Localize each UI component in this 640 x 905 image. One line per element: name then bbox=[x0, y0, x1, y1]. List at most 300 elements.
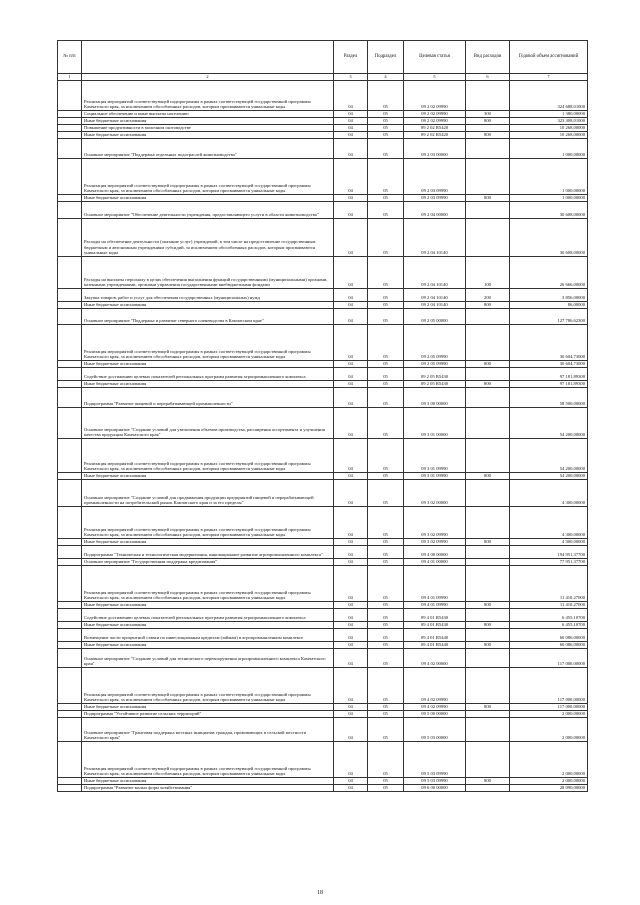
cell-podrazdel: 05 bbox=[368, 546, 404, 559]
cell-podrazdel: 05 bbox=[368, 325, 404, 361]
cell-csr: 09 2 03 09990 bbox=[404, 195, 466, 202]
cell-razdel: 04 bbox=[334, 118, 368, 125]
cell-csr: 09 2 04 10140 bbox=[404, 289, 466, 302]
cell-name: Расходы на обеспечение деятельности (оказание услуг) учреждений, в том числе на предоставление государственным бюджетным и автономным учреждениям субсидий, за исключением обособленных расходов, которым присваиваются уникальные коды bbox=[82, 219, 334, 257]
cell-razdel: 04 bbox=[334, 368, 368, 381]
cell-name: Иные бюджетные ассигнования bbox=[82, 704, 334, 711]
cell-razdel: 04 bbox=[334, 408, 368, 439]
cell-vr bbox=[466, 507, 510, 539]
cell-podrazdel: 05 bbox=[368, 159, 404, 195]
cell-csr: 09 2 02 09990 bbox=[404, 118, 466, 125]
cell-num bbox=[58, 111, 82, 118]
cell-razdel: 04 bbox=[334, 111, 368, 118]
cell-vr bbox=[466, 546, 510, 559]
cell-name: Повышение продуктивности в молочном скотоводстве bbox=[82, 125, 334, 132]
cell-num bbox=[58, 718, 82, 742]
cell-csr: 09 2 02 09990 bbox=[404, 81, 466, 111]
cell-sum: 60 086,00000 bbox=[510, 629, 588, 642]
cell-podrazdel: 05 bbox=[368, 132, 404, 139]
cell-name: Основное мероприятие "Грантовая поддержка местных инициатив граждан, проживающих в сельской местности Камчатского края" bbox=[82, 718, 334, 742]
cell-csr: 09 2 05 09990 bbox=[404, 361, 466, 368]
cell-name: Иные бюджетные ассигнования bbox=[82, 622, 334, 629]
cell-razdel: 04 bbox=[334, 622, 368, 629]
cell-razdel: 04 bbox=[334, 609, 368, 622]
cell-csr: 09 4 01 09990 bbox=[404, 566, 466, 602]
cell-sum: 54 200,00000 bbox=[510, 473, 588, 480]
cell-podrazdel: 05 bbox=[368, 195, 404, 202]
header-podrazdel: Подраздел bbox=[368, 41, 404, 74]
cell-csr: 09 4 02 00000 bbox=[404, 649, 466, 668]
table-row bbox=[58, 361, 588, 368]
cell-csr: 09 3 01 00000 bbox=[404, 408, 466, 439]
table-row bbox=[58, 408, 588, 439]
cell-vr: 800 bbox=[466, 539, 510, 546]
cell-razdel: 04 bbox=[334, 195, 368, 202]
cell-num bbox=[58, 629, 82, 642]
cell-sum: 54 200,00000 bbox=[510, 439, 588, 473]
cell-podrazdel: 05 bbox=[368, 718, 404, 742]
cell-csr: 09 2 03 00000 bbox=[404, 139, 466, 159]
cell-name: Социальное обеспечение и иные выплаты населению bbox=[82, 111, 334, 118]
table-row bbox=[58, 649, 588, 668]
cell-name: Иные бюджетные ассигнования bbox=[82, 195, 334, 202]
cell-vr bbox=[466, 629, 510, 642]
cell-name: Содействие достижению целевых показателей региональных программ развития агропромышленного комплекса bbox=[82, 368, 334, 381]
table-row bbox=[58, 622, 588, 629]
cell-razdel: 04 bbox=[334, 711, 368, 718]
cell-num bbox=[58, 473, 82, 480]
cell-csr: 09 3 02 09990 bbox=[404, 539, 466, 546]
cell-csr: 09 4 00 00000 bbox=[404, 546, 466, 559]
cell-vr: 800 bbox=[466, 302, 510, 309]
cell-razdel: 04 bbox=[334, 785, 368, 792]
cell-razdel: 04 bbox=[334, 473, 368, 480]
cell-num bbox=[58, 507, 82, 539]
cell-podrazdel: 05 bbox=[368, 368, 404, 381]
cell-num bbox=[58, 302, 82, 309]
cell-podrazdel: 05 bbox=[368, 609, 404, 622]
cell-vr bbox=[466, 439, 510, 473]
cell-razdel: 04 bbox=[334, 202, 368, 219]
cell-csr: 09 2 02 R5420 bbox=[404, 132, 466, 139]
cell-vr bbox=[466, 388, 510, 408]
cell-razdel: 04 bbox=[334, 309, 368, 325]
table-row bbox=[58, 642, 588, 649]
cell-name: Реализация мероприятий соответствующей подпрограммы в рамках соответствующей государственной программы Камчатского края, за исключением обособленных расходов, которым присваиваются уникальные коды bbox=[82, 325, 334, 361]
cell-sum: 11 410,27000 bbox=[510, 566, 588, 602]
cell-podrazdel: 05 bbox=[368, 439, 404, 473]
cell-num bbox=[58, 289, 82, 302]
cell-sum: 10 268,00000 bbox=[510, 125, 588, 132]
cell-csr: 09 2 03 09990 bbox=[404, 159, 466, 195]
cell-csr: 09 3 02 00000 bbox=[404, 480, 466, 507]
cell-name: Расходы на выплаты персоналу в целях обеспечения выполнения функций государственными (муниципальными) органами, казенными учреждениями, органами управления государственными внебюджетными фондами bbox=[82, 257, 334, 289]
cell-num bbox=[58, 642, 82, 649]
cell-num bbox=[58, 132, 82, 139]
cell-razdel: 04 bbox=[334, 566, 368, 602]
cell-num bbox=[58, 325, 82, 361]
cell-name: Основное мероприятие "Государственная поддержка кредитования" bbox=[82, 559, 334, 566]
cell-podrazdel: 05 bbox=[368, 125, 404, 132]
cell-podrazdel: 05 bbox=[368, 309, 404, 325]
table-row bbox=[58, 778, 588, 785]
cell-csr: 09 3 00 00000 bbox=[404, 388, 466, 408]
cell-sum: 6 455,10700 bbox=[510, 609, 588, 622]
cell-vr bbox=[466, 325, 510, 361]
cell-csr: 09 4 01 R5430 bbox=[404, 609, 466, 622]
cell-razdel: 04 bbox=[334, 668, 368, 704]
cell-vr bbox=[466, 785, 510, 792]
cell-name: Подпрограмма "Устойчивое развитие сельских территорий" bbox=[82, 711, 334, 718]
cell-sum: 1 000,00000 bbox=[510, 139, 588, 159]
cell-vr: 800 bbox=[466, 118, 510, 125]
cell-podrazdel: 05 bbox=[368, 668, 404, 704]
cell-sum: 26 666,00000 bbox=[510, 257, 588, 289]
cell-podrazdel: 05 bbox=[368, 480, 404, 507]
cell-razdel: 04 bbox=[334, 361, 368, 368]
cell-num bbox=[58, 439, 82, 473]
cell-vr: 800 bbox=[466, 778, 510, 785]
table-row bbox=[58, 439, 588, 473]
cell-csr: 09 4 01 R5440 bbox=[404, 642, 466, 649]
table-row bbox=[58, 629, 588, 642]
table-row bbox=[58, 289, 588, 302]
cell-name: Реализация мероприятий соответствующей подпрограммы в рамках соответствующей государственной программы Камчатского края, за исключением обособленных расходов, которым присваиваются уникальные коды bbox=[82, 507, 334, 539]
cell-razdel: 04 bbox=[334, 704, 368, 711]
cell-name: Иные бюджетные ассигнования bbox=[82, 539, 334, 546]
cell-razdel: 04 bbox=[334, 132, 368, 139]
cell-podrazdel: 05 bbox=[368, 361, 404, 368]
cell-sum: 54 200,00000 bbox=[510, 408, 588, 439]
cell-num bbox=[58, 778, 82, 785]
cell-vr bbox=[466, 711, 510, 718]
cell-podrazdel: 05 bbox=[368, 388, 404, 408]
cell-num bbox=[58, 368, 82, 381]
index-cell: 1 bbox=[58, 74, 82, 81]
table-row bbox=[58, 546, 588, 559]
cell-podrazdel: 05 bbox=[368, 289, 404, 302]
cell-name: Закупка товаров, работ и услуг для обеспечения государственных (муниципальных) нужд bbox=[82, 289, 334, 302]
cell-sum: 10 268,00000 bbox=[510, 132, 588, 139]
table-row bbox=[58, 368, 588, 381]
cell-num bbox=[58, 539, 82, 546]
cell-csr: 09 6 00 00000 bbox=[404, 785, 466, 792]
cell-csr: 09 4 02 09990 bbox=[404, 668, 466, 704]
cell-podrazdel: 05 bbox=[368, 622, 404, 629]
table-row bbox=[58, 118, 588, 125]
header-csr: Целевая статья bbox=[404, 41, 466, 74]
cell-num bbox=[58, 219, 82, 257]
cell-sum: 2 000,00000 bbox=[510, 742, 588, 778]
cell-name: Иные бюджетные ассигнования bbox=[82, 642, 334, 649]
cell-sum: 30 604,73000 bbox=[510, 325, 588, 361]
cell-sum: 1 380,00000 bbox=[510, 111, 588, 118]
cell-num bbox=[58, 118, 82, 125]
cell-podrazdel: 05 bbox=[368, 507, 404, 539]
cell-vr bbox=[466, 202, 510, 219]
cell-vr bbox=[466, 566, 510, 602]
cell-vr: 300 bbox=[466, 111, 510, 118]
cell-sum: 1 000,00000 bbox=[510, 159, 588, 195]
cell-num bbox=[58, 195, 82, 202]
cell-razdel: 04 bbox=[334, 507, 368, 539]
cell-name: Иные бюджетные ассигнования bbox=[82, 302, 334, 309]
cell-podrazdel: 05 bbox=[368, 202, 404, 219]
table-row bbox=[58, 480, 588, 507]
cell-sum: 1 000,00000 bbox=[510, 195, 588, 202]
index-cell: 3 bbox=[334, 74, 368, 81]
cell-name: Иные бюджетные ассигнования bbox=[82, 602, 334, 609]
cell-csr: 09 2 02 R5420 bbox=[404, 125, 466, 132]
cell-razdel: 04 bbox=[334, 325, 368, 361]
cell-podrazdel: 05 bbox=[368, 111, 404, 118]
cell-sum: 194 951,37700 bbox=[510, 546, 588, 559]
table-row bbox=[58, 81, 588, 111]
cell-sum: 2 000,00000 bbox=[510, 718, 588, 742]
cell-sum: 127 786,62300 bbox=[510, 309, 588, 325]
table-row bbox=[58, 785, 588, 792]
table-row bbox=[58, 202, 588, 219]
table-row bbox=[58, 219, 588, 257]
cell-podrazdel: 05 bbox=[368, 81, 404, 111]
cell-podrazdel: 05 bbox=[368, 139, 404, 159]
table-row bbox=[58, 309, 588, 325]
cell-sum: 323 308,01000 bbox=[510, 118, 588, 125]
cell-podrazdel: 05 bbox=[368, 629, 404, 642]
cell-sum: 4 300,00000 bbox=[510, 507, 588, 539]
cell-name: Основное мероприятие "Создание условий для технического перевооружения агропромышленного комплекса Камчатского края" bbox=[82, 649, 334, 668]
index-cell: 7 bbox=[510, 74, 588, 81]
cell-vr bbox=[466, 718, 510, 742]
cell-csr: 09 4 01 R5440 bbox=[404, 629, 466, 642]
cell-sum: 30 604,73000 bbox=[510, 361, 588, 368]
cell-csr: 09 2 04 10140 bbox=[404, 257, 466, 289]
index-row bbox=[58, 74, 588, 81]
cell-vr bbox=[466, 668, 510, 704]
header-sum: Годовой объем ассигнований bbox=[510, 41, 588, 74]
cell-csr: 09 2 04 00000 bbox=[404, 202, 466, 219]
cell-num bbox=[58, 361, 82, 368]
cell-podrazdel: 05 bbox=[368, 257, 404, 289]
cell-razdel: 04 bbox=[334, 629, 368, 642]
cell-csr: 09 2 04 10140 bbox=[404, 302, 466, 309]
cell-vr bbox=[466, 408, 510, 439]
cell-name: Реализация мероприятий соответствующей подпрограммы в рамках соответствующей государственной программы Камчатского края, за исключением обособленных расходов, которым присваиваются уникальные коды bbox=[82, 742, 334, 778]
cell-csr: 09 5 03 09990 bbox=[404, 742, 466, 778]
cell-sum: 117 000,00000 bbox=[510, 704, 588, 711]
cell-razdel: 04 bbox=[334, 602, 368, 609]
cell-vr: 800 bbox=[466, 602, 510, 609]
cell-razdel: 04 bbox=[334, 649, 368, 668]
cell-vr: 800 bbox=[466, 381, 510, 388]
cell-podrazdel: 05 bbox=[368, 302, 404, 309]
cell-num bbox=[58, 381, 82, 388]
cell-razdel: 04 bbox=[334, 546, 368, 559]
cell-csr: 09 2 05 00000 bbox=[404, 309, 466, 325]
index-cell: 6 bbox=[466, 74, 510, 81]
table-row bbox=[58, 302, 588, 309]
cell-vr: 800 bbox=[466, 132, 510, 139]
table-row bbox=[58, 111, 588, 118]
cell-vr bbox=[466, 159, 510, 195]
cell-vr bbox=[466, 219, 510, 257]
cell-name: Иные бюджетные ассигнования bbox=[82, 118, 334, 125]
cell-razdel: 04 bbox=[334, 159, 368, 195]
cell-razdel: 04 bbox=[334, 439, 368, 473]
header-vr: Вид расходов bbox=[466, 41, 510, 74]
cell-csr: 09 3 02 09990 bbox=[404, 507, 466, 539]
cell-num bbox=[58, 159, 82, 195]
cell-vr: 100 bbox=[466, 257, 510, 289]
cell-name: Подпрограмма "Техническая и технологическая модернизация, инновационное развитие агропромышленного комплекса" bbox=[82, 546, 334, 559]
cell-sum: 117 000,00000 bbox=[510, 668, 588, 704]
budget-table bbox=[57, 40, 588, 792]
cell-razdel: 04 bbox=[334, 219, 368, 257]
cell-num bbox=[58, 566, 82, 602]
cell-razdel: 04 bbox=[334, 302, 368, 309]
cell-name: Содействие достижению целевых показателей региональных программ развития агропромышленного комплекса bbox=[82, 609, 334, 622]
cell-num bbox=[58, 704, 82, 711]
table-row bbox=[58, 602, 588, 609]
table-row bbox=[58, 381, 588, 388]
cell-podrazdel: 05 bbox=[368, 711, 404, 718]
cell-podrazdel: 05 bbox=[368, 642, 404, 649]
index-cell: 4 bbox=[368, 74, 404, 81]
cell-num bbox=[58, 668, 82, 704]
cell-num bbox=[58, 622, 82, 629]
cell-sum: 58 500,00000 bbox=[510, 388, 588, 408]
cell-sum: 2 000,00000 bbox=[510, 711, 588, 718]
table-row bbox=[58, 507, 588, 539]
cell-vr: 200 bbox=[466, 289, 510, 302]
cell-name: Реализация мероприятий соответствующей подпрограммы в рамках соответствующей государственной программы Камчатского края, за исключением обособленных расходов, которым присваиваются уникальные коды bbox=[82, 159, 334, 195]
cell-name: Иные бюджетные ассигнования bbox=[82, 473, 334, 480]
cell-num bbox=[58, 546, 82, 559]
cell-razdel: 04 bbox=[334, 778, 368, 785]
cell-razdel: 04 bbox=[334, 718, 368, 742]
cell-razdel: 04 bbox=[334, 539, 368, 546]
cell-vr bbox=[466, 125, 510, 132]
cell-name: Иные бюджетные ассигнования bbox=[82, 361, 334, 368]
cell-razdel: 04 bbox=[334, 642, 368, 649]
header-num: № п/п bbox=[58, 41, 82, 74]
cell-podrazdel: 05 bbox=[368, 473, 404, 480]
cell-sum: 28 090,00000 bbox=[510, 785, 588, 792]
cell-name: Основное мероприятие "Поддержка отдельных подотраслей животноводства" bbox=[82, 139, 334, 159]
table-row bbox=[58, 132, 588, 139]
table-row bbox=[58, 139, 588, 159]
cell-sum: 86,00000 bbox=[510, 302, 588, 309]
cell-name: Основное мероприятие "Поддержка и развитие северного оленеводства в Камчатском крае" bbox=[82, 309, 334, 325]
cell-podrazdel: 05 bbox=[368, 602, 404, 609]
cell-num bbox=[58, 649, 82, 668]
cell-razdel: 04 bbox=[334, 742, 368, 778]
cell-vr bbox=[466, 480, 510, 507]
cell-vr: 800 bbox=[466, 361, 510, 368]
cell-podrazdel: 05 bbox=[368, 704, 404, 711]
cell-num bbox=[58, 602, 82, 609]
cell-razdel: 04 bbox=[334, 139, 368, 159]
cell-razdel: 04 bbox=[334, 480, 368, 507]
cell-podrazdel: 05 bbox=[368, 118, 404, 125]
cell-name: Реализация мероприятий соответствующей подпрограммы в рамках соответствующей государственной программы Камчатского края, за исключением обособленных расходов, которым присваиваются уникальные коды bbox=[82, 566, 334, 602]
cell-csr: 09 2 05 09990 bbox=[404, 325, 466, 361]
cell-sum: 60 086,00000 bbox=[510, 642, 588, 649]
cell-sum: 117 000,00000 bbox=[510, 649, 588, 668]
cell-sum: 97 181,89300 bbox=[510, 368, 588, 381]
cell-podrazdel: 05 bbox=[368, 785, 404, 792]
cell-vr bbox=[466, 81, 510, 111]
cell-csr: 09 3 01 09990 bbox=[404, 439, 466, 473]
cell-podrazdel: 05 bbox=[368, 559, 404, 566]
table-row bbox=[58, 609, 588, 622]
cell-podrazdel: 05 bbox=[368, 219, 404, 257]
cell-csr: 09 3 01 09990 bbox=[404, 473, 466, 480]
cell-podrazdel: 05 bbox=[368, 742, 404, 778]
cell-name: Подпрограмма "Развитие пищевой и перерабатывающей промышленности" bbox=[82, 388, 334, 408]
cell-csr: 09 4 01 09990 bbox=[404, 602, 466, 609]
table-row bbox=[58, 125, 588, 132]
cell-sum: 30 608,00000 bbox=[510, 202, 588, 219]
cell-vr: 800 bbox=[466, 642, 510, 649]
cell-sum: 11 410,27000 bbox=[510, 602, 588, 609]
cell-sum: 4 300,00000 bbox=[510, 480, 588, 507]
cell-razdel: 04 bbox=[334, 257, 368, 289]
cell-num bbox=[58, 559, 82, 566]
cell-sum: 30 608,00000 bbox=[510, 219, 588, 257]
cell-sum: 2 000,00000 bbox=[510, 778, 588, 785]
cell-podrazdel: 05 bbox=[368, 539, 404, 546]
cell-csr: 09 2 05 R5430 bbox=[404, 368, 466, 381]
index-cell: 5 bbox=[404, 74, 466, 81]
cell-num bbox=[58, 609, 82, 622]
cell-vr bbox=[466, 649, 510, 668]
cell-vr: 800 bbox=[466, 473, 510, 480]
table-row bbox=[58, 325, 588, 361]
table-row bbox=[58, 668, 588, 704]
cell-num bbox=[58, 309, 82, 325]
cell-sum: 97 181,89300 bbox=[510, 381, 588, 388]
cell-vr: 800 bbox=[466, 704, 510, 711]
cell-num bbox=[58, 408, 82, 439]
cell-razdel: 04 bbox=[334, 289, 368, 302]
cell-vr bbox=[466, 368, 510, 381]
page-number: 18 bbox=[317, 890, 323, 896]
cell-csr: 09 2 04 10140 bbox=[404, 219, 466, 257]
cell-name: Реализация мероприятий соответствующей подпрограммы в рамках соответствующей государственной программы Камчатского края, за исключением обособленных расходов, которым присваиваются уникальные коды bbox=[82, 439, 334, 473]
table-row bbox=[58, 473, 588, 480]
table-row bbox=[58, 711, 588, 718]
cell-num bbox=[58, 257, 82, 289]
cell-vr bbox=[466, 742, 510, 778]
cell-csr: 09 2 02 09990 bbox=[404, 111, 466, 118]
cell-sum: 4 300,00000 bbox=[510, 539, 588, 546]
table-row bbox=[58, 742, 588, 778]
cell-sum: 77 951,37700 bbox=[510, 559, 588, 566]
cell-name: Реализация мероприятий соответствующей подпрограммы в рамках соответствующей государственной программы Камчатского края, за исключением обособленных расходов, которым присваиваются уникальные коды bbox=[82, 81, 334, 111]
cell-name: Реализация мероприятий соответствующей подпрограммы в рамках соответствующей государственной программы Камчатского края, за исключением обособленных расходов, которым присваиваются уникальные коды bbox=[82, 668, 334, 704]
cell-name: Основное мероприятие "Создание условий для продвижения продукции предприятий пищевой и перерабатывающей промышленности на потребительский рынок Камчатского края и за его пределы" bbox=[82, 480, 334, 507]
table-body bbox=[58, 81, 588, 792]
cell-vr: 800 bbox=[466, 195, 510, 202]
cell-num bbox=[58, 125, 82, 132]
cell-podrazdel: 05 bbox=[368, 408, 404, 439]
cell-csr: 09 4 01 R5430 bbox=[404, 622, 466, 629]
cell-name: Основное мероприятие "Обеспечение деятельности учреждения, предоставляющего услуги в области животноводства" bbox=[82, 202, 334, 219]
table-row bbox=[58, 704, 588, 711]
cell-name: Иные бюджетные ассигнования bbox=[82, 132, 334, 139]
cell-name: Иные бюджетные ассигнования bbox=[82, 778, 334, 785]
